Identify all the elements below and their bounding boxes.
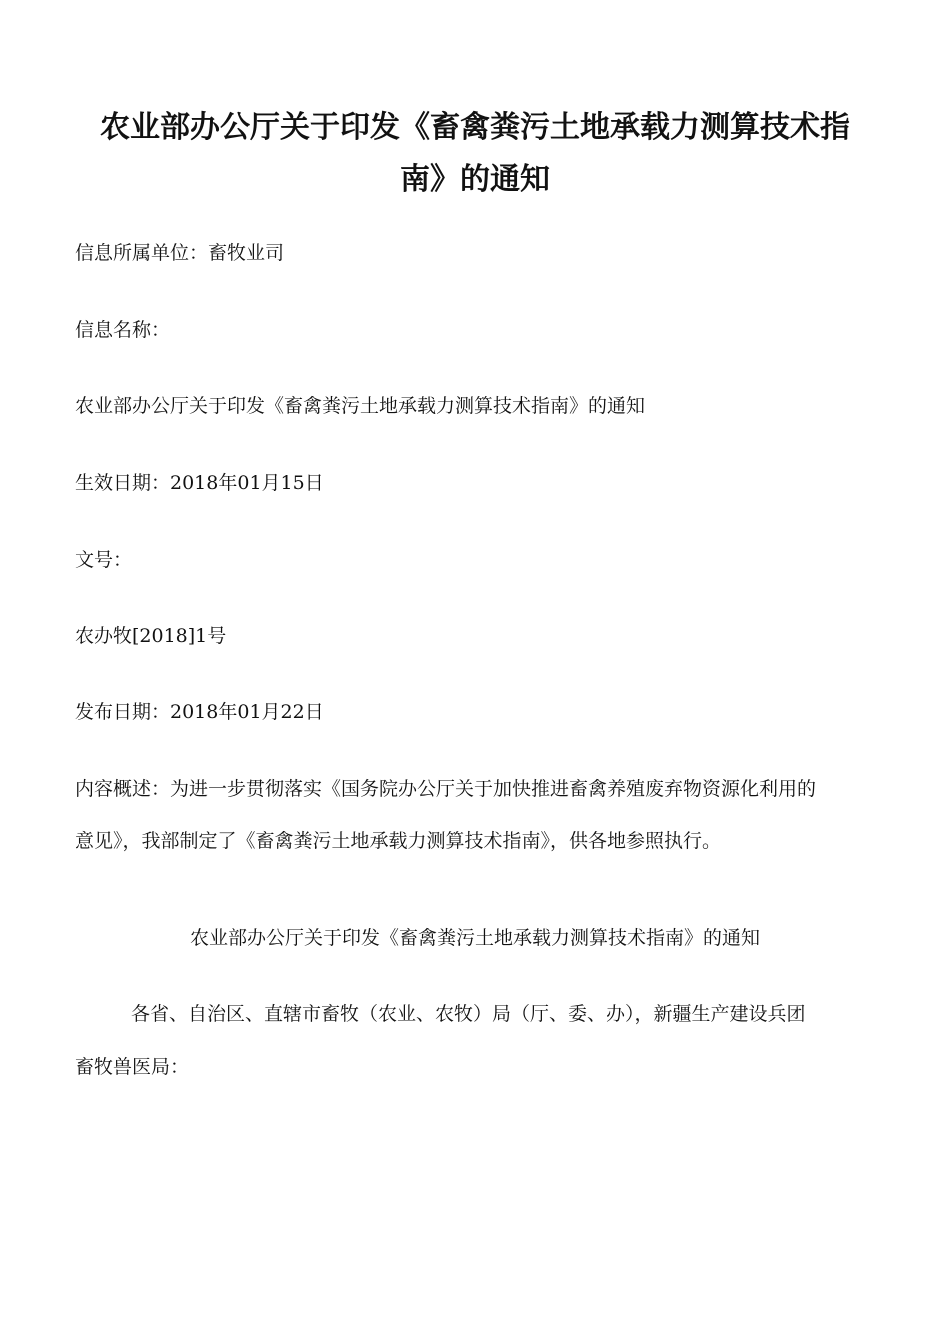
effective-date: 生效日期：2018年01月15日 bbox=[75, 472, 324, 494]
summary-line-2: 意见》，我部制定了《畜禽粪污土地承载力测算技术指南》，供各地参照执行。 bbox=[75, 830, 722, 852]
body-title: 农业部办公厅关于印发《畜禽粪污土地承载力测算技术指南》的通知 bbox=[189, 927, 760, 949]
addressee-line-1: 各省、自治区、直辖市畜牧（农业、农牧）局（厅、委、办），新疆生产建设兵团 bbox=[131, 1003, 806, 1025]
publish-date: 发布日期：2018年01月22日 bbox=[75, 701, 324, 723]
info-name-value: 农业部办公厅关于印发《畜禽粪污土地承载力测算技术指南》的通知 bbox=[75, 395, 646, 417]
doc-number-value: 农办牧[2018]1号 bbox=[75, 625, 227, 647]
info-name-label: 信息名称： bbox=[75, 319, 171, 341]
document-title-line-1: 农业部办公厅关于印发《畜禽粪污土地承载力测算技术指 bbox=[100, 110, 850, 145]
document-title-line-2: 南》的通知 bbox=[400, 162, 550, 197]
info-unit: 信息所属单位：畜牧业司 bbox=[75, 242, 285, 264]
doc-number-label: 文号： bbox=[75, 549, 133, 571]
summary-line-1: 内容概述：为进一步贯彻落实《国务院办公厅关于加快推进畜禽养殖废弃物资源化利用的 bbox=[75, 778, 817, 800]
addressee-line-2: 畜牧兽医局： bbox=[75, 1056, 190, 1078]
